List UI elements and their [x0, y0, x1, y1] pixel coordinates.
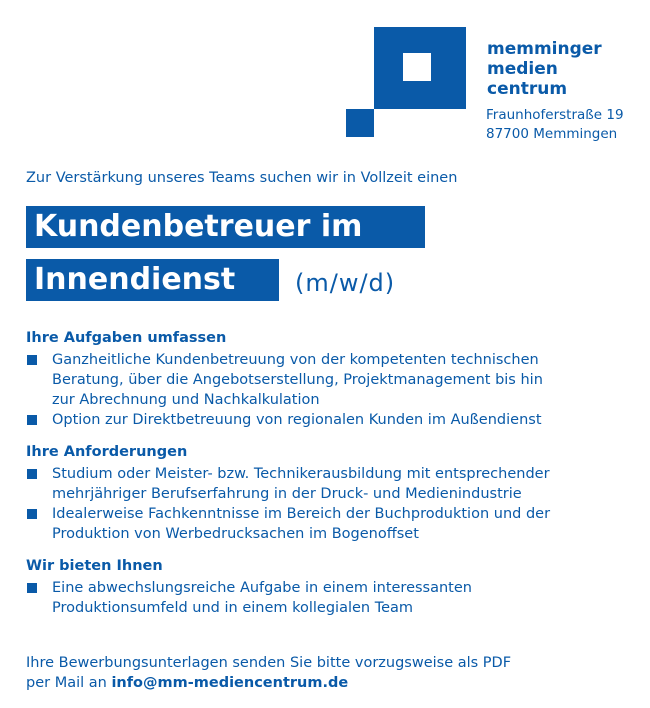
list-item — [26, 464, 626, 504]
list-item — [26, 578, 626, 618]
list-item-line: Ganzheitliche Kundenbetreuung von der kompetenten technischen — [52, 352, 539, 368]
brand-name — [487, 39, 602, 99]
intro-text: Zur Verstärkung unseres Teams suchen wir in Vollzeit einen — [26, 170, 458, 186]
list-item — [26, 350, 626, 410]
bullet-list — [26, 464, 626, 544]
list-item-line: Option zur Direktbetreuung von regionalen Kunden im Außendienst — [52, 412, 542, 428]
section-heading: Ihre Anforderungen — [26, 444, 188, 460]
job-title-line-1: Kundenbetreuer im — [26, 206, 425, 248]
address-street: Fraunhoferstraße 19 — [486, 107, 624, 123]
footer-prefix: per Mail an — [26, 675, 112, 691]
square-bullet-icon — [27, 509, 37, 519]
section-heading: Ihre Aufgaben umfassen — [26, 330, 227, 346]
list-item-line: Idealerweise Fachkenntnisse im Bereich der Buchproduktion und der — [52, 506, 551, 522]
address — [486, 106, 624, 144]
list-item-line: Produktionsumfeld und in einem kollegialen Team — [52, 600, 414, 616]
section-tasks — [26, 328, 626, 430]
square-pattern-logo-icon — [346, 27, 466, 137]
footer-line-2 — [26, 673, 511, 693]
email-link[interactable]: info@mm-mediencentrum.de — [111, 675, 349, 691]
list-item-line: zur Abrechnung und Nachkalkulation — [52, 392, 320, 408]
section-requirements — [26, 442, 626, 544]
list-item-line: Eine abwechslungsreiche Aufgabe in einem interessanten — [52, 580, 472, 596]
section-heading: Wir bieten Ihnen — [26, 558, 163, 574]
bullet-list — [26, 350, 626, 430]
footer-line-1: Ihre Bewerbungsunterlagen senden Sie bitte vorzugsweise als PDF — [26, 655, 512, 671]
square-bullet-icon — [27, 415, 37, 425]
square-bullet-icon — [27, 469, 37, 479]
brand-line: memminger — [487, 39, 602, 59]
section-offer — [26, 556, 626, 618]
application-note — [26, 653, 511, 693]
list-item — [26, 410, 626, 430]
gender-label: (m/w/d) — [295, 269, 396, 297]
list-item-line: Studium oder Meister- bzw. Technikerausbildung mit entsprechender — [52, 466, 550, 482]
bullet-list — [26, 578, 626, 618]
square-bullet-icon — [27, 583, 37, 593]
list-item — [26, 504, 626, 544]
job-title-line-2: Innendienst — [26, 259, 279, 301]
brand-line: medien — [487, 59, 558, 79]
job-details — [26, 328, 626, 630]
brand-line: centrum — [487, 79, 568, 99]
square-bullet-icon — [27, 355, 37, 365]
list-item-line: Beratung, über die Angebotserstellung, Projektmanagement bis hin — [52, 372, 543, 388]
list-item-line: mehrjähriger Berufserfahrung in der Druck- und Medienindustrie — [52, 486, 522, 502]
list-item-line: Produktion von Werbedrucksachen im Bogenoffset — [52, 526, 419, 542]
address-city: 87700 Memmingen — [486, 126, 618, 142]
